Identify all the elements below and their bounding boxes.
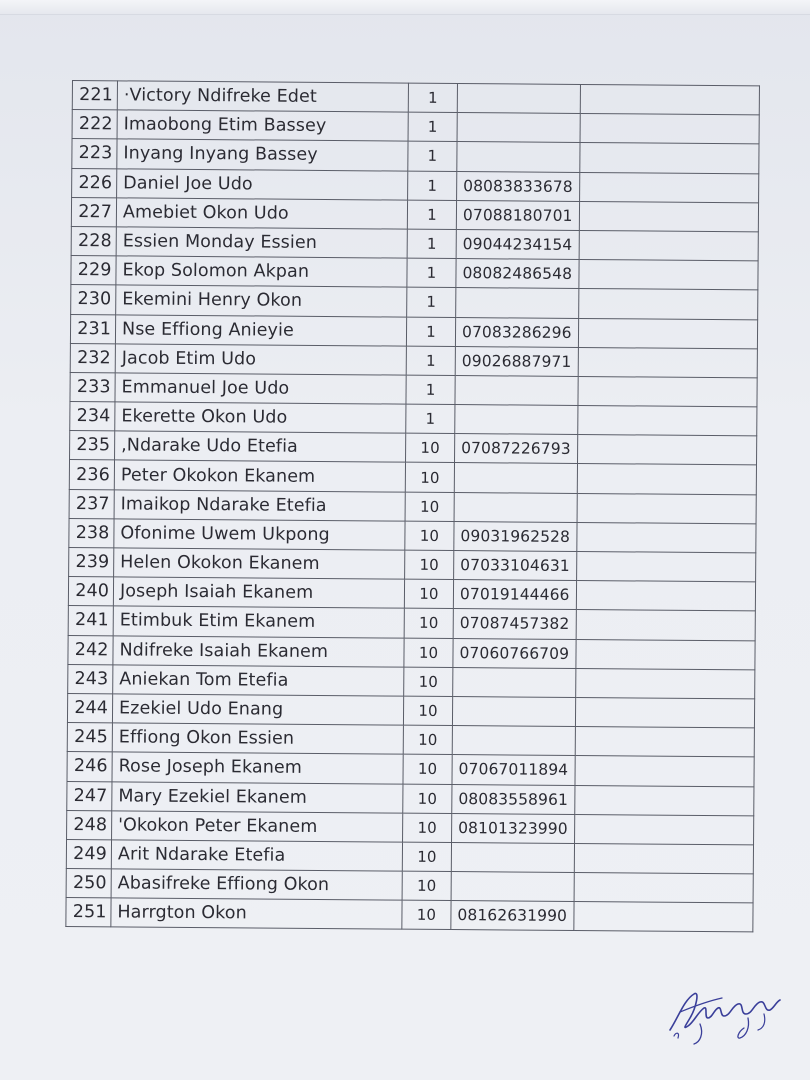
quantity-cell: 10	[402, 900, 451, 930]
row-number-cell: 228	[71, 226, 116, 256]
blank-cell	[574, 873, 753, 904]
blank-cell	[580, 172, 759, 203]
row-number-cell: 251	[66, 898, 111, 928]
phone-cell: 07019144466	[453, 580, 576, 610]
phone-cell	[451, 842, 574, 872]
row-number-cell: 236	[69, 460, 114, 490]
quantity-cell: 1	[408, 171, 457, 201]
table-row	[66, 898, 753, 933]
row-number-cell: 226	[72, 168, 117, 198]
row-number-cell: 227	[71, 197, 116, 227]
quantity-cell: 10	[404, 579, 453, 609]
quantity-cell: 1	[408, 83, 457, 113]
quantity-cell: 10	[405, 463, 454, 493]
paper-top-edge	[0, 0, 810, 15]
row-number-cell: 237	[69, 489, 114, 519]
quantity-cell: 1	[407, 229, 456, 259]
phone-cell	[457, 113, 580, 143]
name-cell: Harrgton Okon	[111, 898, 402, 929]
quantity-cell: 1	[406, 317, 455, 347]
row-number-cell: 246	[67, 752, 112, 782]
phone-cell	[457, 84, 580, 114]
quantity-cell: 10	[403, 696, 452, 726]
name-cell: Jacob Etim Udo	[115, 344, 406, 375]
phone-cell	[456, 288, 579, 318]
phone-cell: 07083286296	[455, 317, 578, 347]
blank-cell	[576, 581, 755, 612]
name-cell: ,Ndarake Udo Etefia	[115, 431, 406, 462]
row-number-cell: 239	[69, 547, 114, 577]
blank-cell	[575, 785, 754, 816]
row-number-cell: 243	[68, 664, 113, 694]
name-cell: Nse Effiong Anieyie	[115, 314, 406, 345]
phone-cell: 08083558961	[452, 784, 575, 814]
blank-cell	[575, 814, 754, 845]
blank-cell	[574, 843, 753, 874]
phone-cell: 08101323990	[452, 813, 575, 843]
name-cell: Arit Ndarake Etefia	[111, 840, 402, 871]
name-cell: Ekop Solomon Akpan	[116, 256, 407, 287]
name-cell: Helen Okokon Ekanem	[114, 548, 405, 579]
phone-cell: 09031962528	[454, 521, 577, 551]
phone-cell: 07033104631	[454, 551, 577, 581]
name-cell: ·Victory Ndifreke Edet	[117, 81, 408, 112]
quantity-cell: 1	[407, 258, 456, 288]
quantity-cell: 1	[407, 200, 456, 230]
quantity-cell: 10	[406, 433, 455, 463]
row-number-cell: 235	[70, 431, 115, 461]
blank-cell	[578, 406, 757, 437]
register-table	[65, 80, 760, 933]
blank-cell	[579, 260, 758, 291]
name-cell: Peter Okokon Ekanem	[114, 460, 405, 491]
phone-cell: 07060766709	[453, 638, 576, 668]
row-number-cell: 229	[71, 256, 116, 286]
blank-cell	[574, 902, 753, 933]
name-cell: Effiong Okon Essien	[112, 723, 403, 754]
phone-cell	[454, 492, 577, 522]
row-number-cell: 242	[68, 635, 113, 665]
phone-cell	[454, 463, 577, 493]
phone-cell: 07088180701	[456, 200, 579, 230]
phone-cell: 07087226793	[455, 434, 578, 464]
blank-cell	[578, 318, 757, 349]
blank-cell	[578, 347, 757, 378]
blank-cell	[576, 610, 755, 641]
name-cell: Ekerette Okon Udo	[115, 402, 406, 433]
name-cell: Emmanuel Joe Udo	[115, 373, 406, 404]
quantity-cell: 1	[406, 404, 455, 434]
phone-cell: 08082486548	[456, 259, 579, 289]
row-number-cell: 249	[66, 839, 111, 869]
name-cell: Mary Ezekiel Ekanem	[112, 781, 403, 812]
blank-cell	[577, 493, 756, 524]
quantity-cell: 10	[402, 842, 451, 872]
phone-cell: 09026887971	[455, 346, 578, 376]
phone-cell	[455, 405, 578, 435]
blank-cell	[578, 435, 757, 466]
blank-cell	[580, 114, 759, 145]
name-cell: Essien Monday Essien	[116, 227, 407, 258]
quantity-cell: 10	[403, 725, 452, 755]
name-cell: Etimbuk Etim Ekanem	[113, 606, 404, 637]
phone-cell	[457, 142, 580, 172]
quantity-cell: 1	[407, 287, 456, 317]
blank-cell	[577, 551, 756, 582]
phone-cell	[451, 872, 574, 902]
blank-cell	[577, 522, 756, 553]
name-cell: Ndifreke Isaiah Ekanem	[113, 635, 404, 666]
row-number-cell: 231	[70, 314, 115, 344]
row-number-cell: 245	[67, 723, 112, 753]
phone-cell	[452, 726, 575, 756]
quantity-cell: 10	[404, 638, 453, 668]
quantity-cell: 1	[408, 142, 457, 172]
blank-cell	[575, 697, 754, 728]
blank-cell	[576, 668, 755, 699]
name-cell: Ofonime Uwem Ukpong	[114, 519, 405, 550]
blank-cell	[576, 639, 755, 670]
quantity-cell: 1	[406, 375, 455, 405]
row-number-cell: 240	[68, 577, 113, 607]
row-number-cell: 223	[72, 139, 117, 169]
document-sheet	[65, 80, 760, 933]
register-table-body	[66, 81, 760, 933]
blank-cell	[580, 84, 759, 115]
blank-cell	[579, 201, 758, 232]
name-cell: Imaikop Ndarake Etefia	[114, 489, 405, 520]
handwritten-signature	[660, 978, 790, 1048]
name-cell: Abasifreke Effiong Okon	[111, 869, 402, 900]
blank-cell	[575, 727, 754, 758]
row-number-cell: 230	[71, 285, 116, 315]
quantity-cell: 10	[405, 521, 454, 551]
phone-cell	[452, 696, 575, 726]
name-cell: Amebiet Okon Udo	[116, 198, 407, 229]
name-cell: Ekemini Henry Okon	[116, 285, 407, 316]
blank-cell	[579, 289, 758, 320]
quantity-cell: 10	[403, 754, 452, 784]
quantity-cell: 10	[403, 784, 452, 814]
phone-cell: 07067011894	[452, 755, 575, 785]
quantity-cell: 10	[405, 550, 454, 580]
name-cell: Aniekan Tom Etefia	[113, 665, 404, 696]
phone-cell: 08162631990	[451, 901, 574, 931]
quantity-cell: 1	[408, 112, 457, 142]
quantity-cell: 1	[406, 346, 455, 376]
row-number-cell: 250	[66, 869, 111, 899]
blank-cell	[579, 230, 758, 261]
phone-cell: 08083833678	[457, 171, 580, 201]
quantity-cell: 10	[405, 492, 454, 522]
quantity-cell: 10	[403, 813, 452, 843]
blank-cell	[575, 756, 754, 787]
row-number-cell: 248	[67, 810, 112, 840]
row-number-cell: 222	[72, 110, 117, 140]
name-cell: Rose Joseph Ekanem	[112, 752, 403, 783]
name-cell: 'Okokon Peter Ekanem	[112, 811, 403, 842]
name-cell: Ezekiel Udo Enang	[112, 694, 403, 725]
name-cell: Imaobong Etim Bassey	[117, 110, 408, 141]
row-number-cell: 233	[70, 372, 115, 402]
quantity-cell: 10	[404, 609, 453, 639]
row-number-cell: 234	[70, 402, 115, 432]
row-number-cell: 232	[70, 343, 115, 373]
name-cell: Joseph Isaiah Ekanem	[113, 577, 404, 608]
phone-cell: 09044234154	[456, 229, 579, 259]
row-number-cell: 238	[69, 518, 114, 548]
blank-cell	[577, 464, 756, 495]
row-number-cell: 241	[68, 606, 113, 636]
name-cell: Daniel Joe Udo	[117, 168, 408, 199]
phone-cell	[453, 667, 576, 697]
phone-cell: 07087457382	[453, 609, 576, 639]
blank-cell	[578, 376, 757, 407]
row-number-cell: 221	[72, 81, 117, 111]
quantity-cell: 10	[402, 871, 451, 901]
blank-cell	[580, 143, 759, 174]
row-number-cell: 244	[67, 693, 112, 723]
name-cell: Inyang Inyang Bassey	[117, 139, 408, 170]
row-number-cell: 247	[67, 781, 112, 811]
phone-cell	[455, 375, 578, 405]
quantity-cell: 10	[404, 667, 453, 697]
